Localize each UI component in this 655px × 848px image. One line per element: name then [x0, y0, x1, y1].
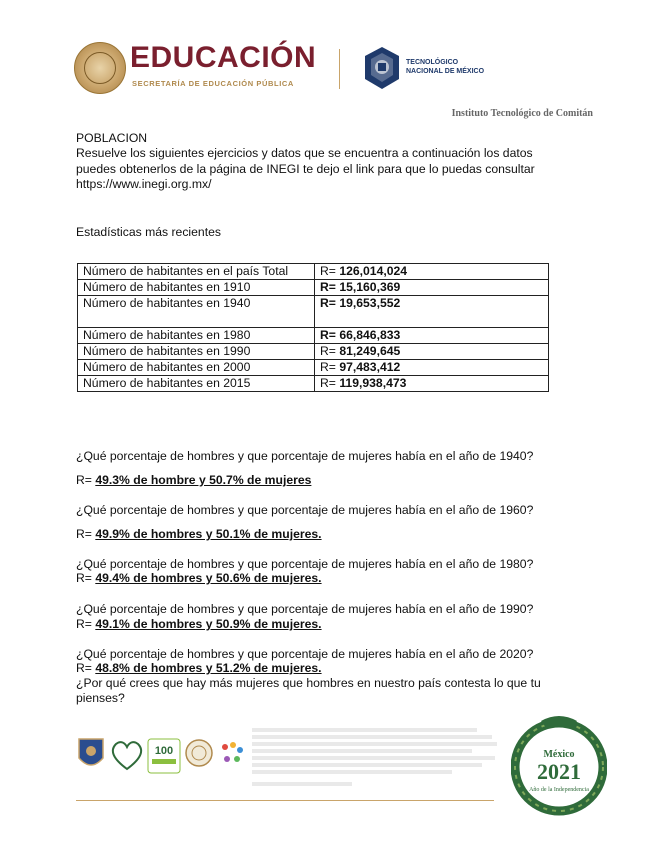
comitan-crest-icon	[76, 736, 106, 774]
footer-contact-text	[252, 728, 502, 786]
answer-2020: R= 48.8% de hombres y 51.2% de mujeres.	[76, 661, 322, 675]
institute-name: Instituto Tecnológico de Comitán	[451, 108, 593, 119]
question-1990: ¿Qué porcentaje de hombres y que porcentaje de mujeres había en el año de 1990?	[76, 602, 534, 616]
table-row	[78, 344, 549, 360]
table-row	[78, 360, 549, 376]
row-value-cell: R= 97,483,412	[315, 360, 549, 376]
institution-seal-icon	[184, 738, 214, 768]
table-row	[78, 280, 549, 296]
row-value: 126,014,024	[339, 264, 408, 278]
answer-1980: R= 49.4% de hombres y 50.6% de mujeres.	[76, 571, 322, 585]
population-table	[77, 263, 549, 392]
row-value: R= 66,846,833	[320, 328, 401, 342]
row-value-cell	[315, 328, 549, 344]
education-logo-title: EDUCACIÓN	[130, 41, 317, 74]
tecnm-logo-text: TECNOLÓGICO NACIONAL DE MÉXICO	[406, 59, 485, 75]
header-divider	[339, 49, 340, 89]
row-label: Número de habitantes en el país Total	[78, 264, 315, 280]
stats-title: Estadísticas más recientes	[76, 225, 221, 239]
row-value: 81,249,645	[339, 344, 401, 358]
svg-text:México: México	[543, 749, 575, 760]
question-1940: ¿Qué porcentaje de hombres y que porcentaje de mujeres había en el año de 1940?	[76, 449, 534, 463]
question-2020: ¿Qué porcentaje de hombres y que porcentaje de mujeres había en el año de 2020?	[76, 647, 534, 661]
section-heading: POBLACION	[76, 131, 148, 145]
instructions-paragraph	[76, 146, 587, 193]
svg-text:2021: 2021	[537, 759, 581, 784]
row-label: Número de habitantes en 1940	[78, 296, 315, 328]
row-label: Número de habitantes en 1990	[78, 344, 315, 360]
answer-1960: R= 49.9% de hombres y 50.1% de mujeres.	[76, 527, 322, 541]
row-value: 97,483,412	[339, 360, 401, 374]
question-1980: ¿Qué porcentaje de hombres y que porcentaje de mujeres había en el año de 1980?	[76, 557, 534, 571]
final-question-line2: pienses?	[76, 691, 125, 705]
sep-seal-logo	[74, 42, 126, 94]
row-label: Número de habitantes en 2000	[78, 360, 315, 376]
question-1960: ¿Qué porcentaje de hombres y que porcentaje de mujeres había en el año de 1960?	[76, 503, 534, 517]
svg-text:100: 100	[154, 745, 174, 757]
row-value: R= 15,160,369	[320, 280, 401, 294]
final-question-line1: ¿Por qué crees que hay más mujeres que hombres en nuestro país contesta lo que tu	[76, 676, 541, 690]
svg-text:Año de la Independencia: Año de la Independencia	[529, 787, 589, 793]
table-row	[78, 264, 549, 280]
table-row	[78, 296, 549, 328]
answer-1940: R= 49.3% de hombre y 50.7% de mujeres	[76, 473, 312, 487]
education-logo-subtitle: SECRETARÍA DE EDUCACIÓN PÚBLICA	[132, 79, 294, 88]
heart-logo-icon	[108, 738, 146, 772]
table-row	[78, 376, 549, 392]
inegi-link[interactable]: https://www.inegi.org.mx/	[76, 177, 212, 192]
instructions-line: puedes obtenerlos de la página de INEGI te dejo el link para que lo puedas consultar	[76, 161, 535, 176]
mexico-2021-badge-icon	[511, 713, 607, 817]
instructions-line: Resuelve los siguientes ejercicios y datos que se encuentra a continuación los datos	[76, 146, 533, 160]
row-value-cell: R= 119,938,473	[315, 376, 549, 392]
row-value-cell	[315, 280, 549, 296]
answer-1990: R= 49.1% de hombres y 50.9% de mujeres.	[76, 617, 322, 631]
row-label: Número de habitantes en 1980	[78, 328, 315, 344]
row-value-cell: R= 81,249,645	[315, 344, 549, 360]
row-value-cell	[315, 296, 549, 328]
row-value: R= 19,653,552	[320, 296, 401, 310]
row-label: Número de habitantes en 2015	[78, 376, 315, 392]
row-value-cell: R= 126,014,024	[315, 264, 549, 280]
table-row	[78, 328, 549, 344]
colored-dots-logo-icon	[217, 740, 247, 768]
row-label: Número de habitantes en 1910	[78, 280, 315, 296]
plastic-free-badge-icon	[147, 738, 181, 774]
tecnm-logo-icon	[361, 45, 403, 91]
footer-divider	[76, 800, 494, 801]
row-value: 119,938,473	[339, 376, 407, 390]
